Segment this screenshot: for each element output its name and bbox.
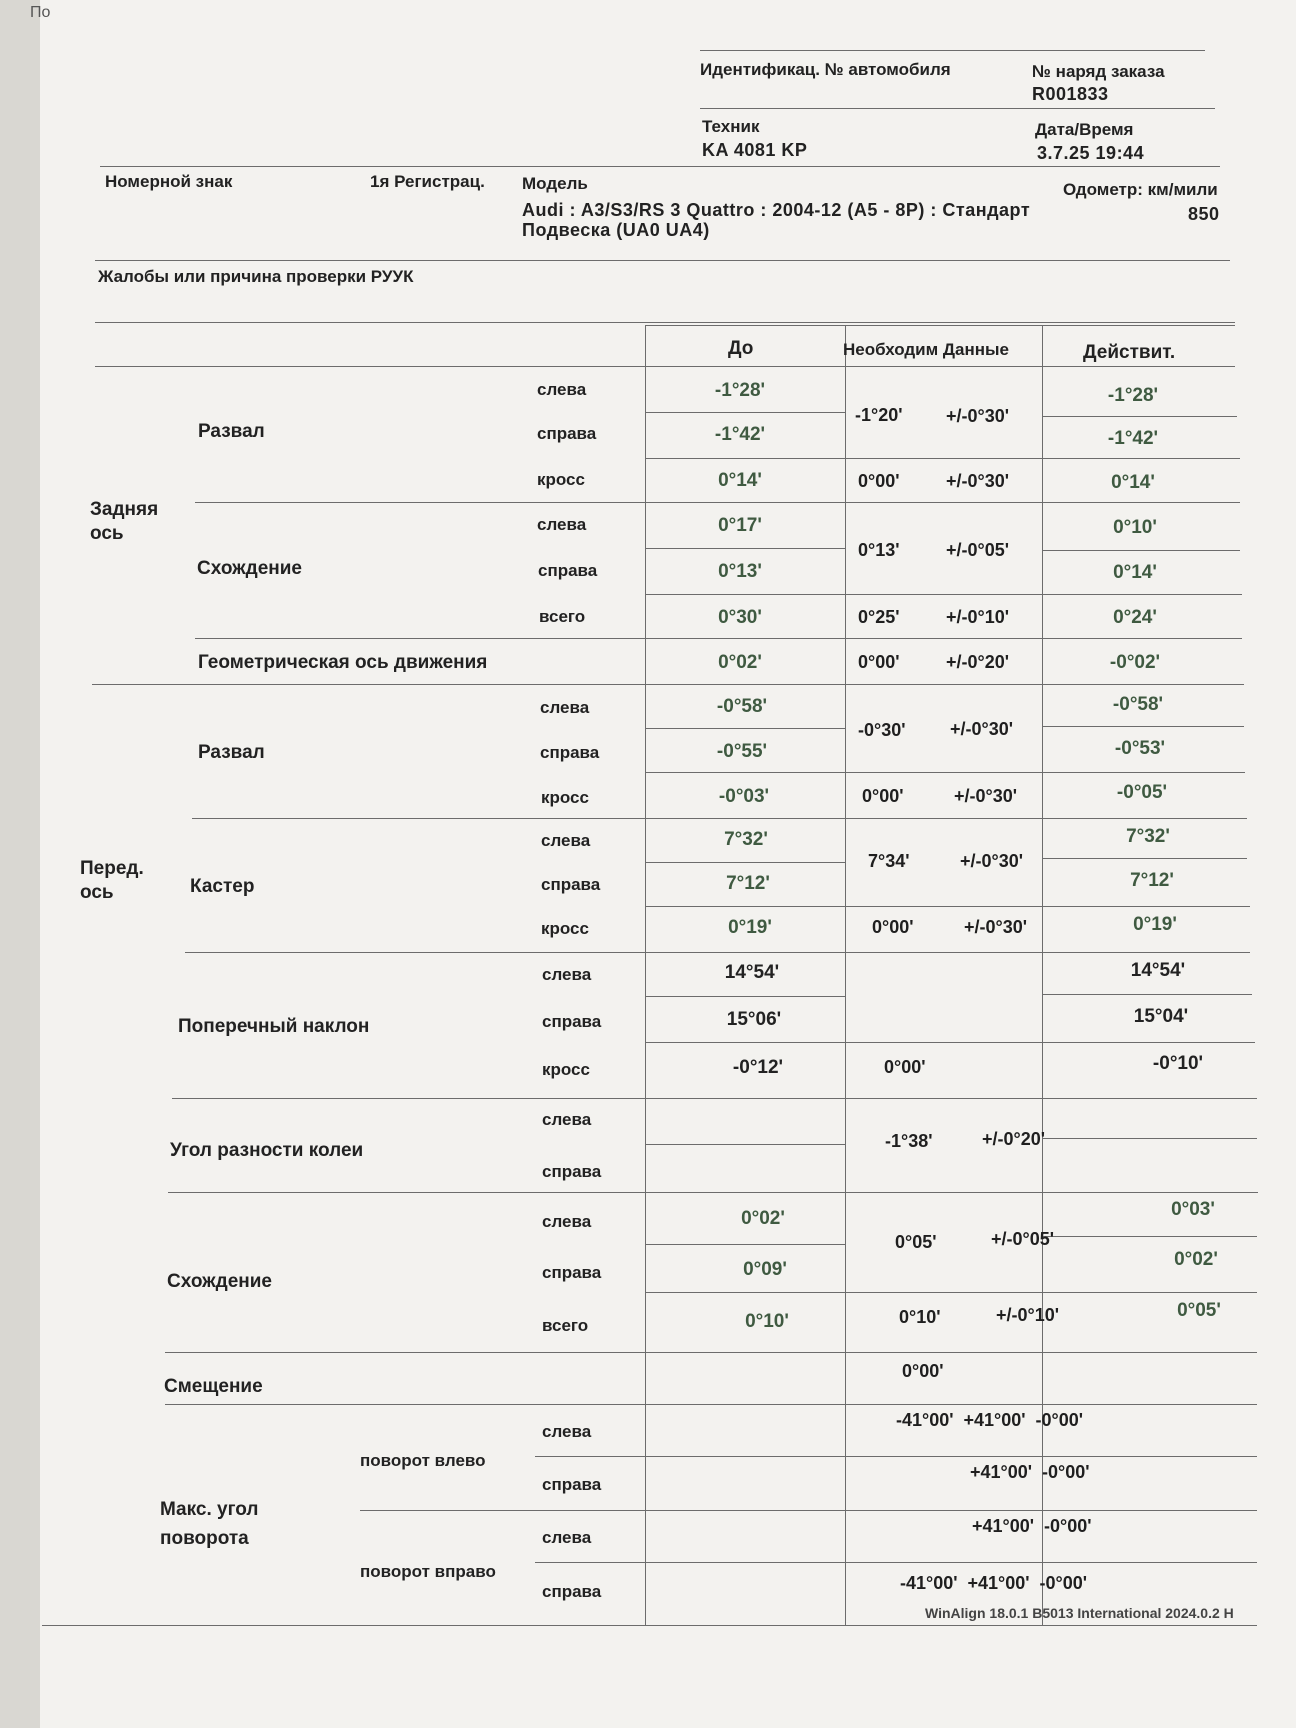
spec-value: -1°38' [885, 1131, 933, 1151]
spec-tolerance: +/-0°30' [946, 406, 1010, 426]
complaint-label: Жалобы или причина проверки РУУК [98, 267, 414, 286]
value-before: 7°32' [724, 829, 768, 850]
value-actual: -1°42' [1107, 428, 1159, 449]
param-front-toe: Схождение [167, 1271, 272, 1292]
side-right: справа [538, 561, 598, 580]
header-rule [700, 50, 1205, 51]
spec-value: -1°20' [855, 405, 903, 425]
spec-turn-values: +41°00' -0°00' [972, 1516, 1092, 1536]
value-actual: 0°24' [1113, 607, 1157, 628]
side-left: слева [540, 698, 590, 717]
spec-value: 0°00' [858, 471, 900, 491]
value-before: 0°10' [745, 1311, 789, 1332]
side-right: справа [542, 1582, 602, 1601]
order-value: R001833 [1032, 84, 1109, 104]
side-total: всего [539, 607, 586, 626]
param-thrust-angle: Геометрическая ось движения [198, 652, 488, 673]
spec-tolerance: +/-0°05' [946, 540, 1010, 560]
value-actual: -0°53' [1114, 738, 1166, 759]
spec-value: 0°00' [858, 652, 900, 672]
tech-label: Техник [702, 117, 760, 136]
date-label: Дата/Время [1035, 120, 1134, 139]
param-rear-toe: Схождение [197, 558, 302, 579]
value-before: 14°54' [724, 962, 780, 983]
row-rule [1042, 994, 1252, 995]
side-left: слева [542, 1528, 592, 1547]
value-before: 0°09' [743, 1259, 787, 1280]
row-rule [645, 1292, 1257, 1293]
spec-tolerance: +/-0°30' [960, 851, 1024, 871]
value-actual: 0°14' [1111, 472, 1155, 493]
row-rule [165, 1404, 1257, 1405]
row-rule [645, 996, 845, 997]
side-right: справа [537, 424, 597, 443]
spec-turn-values: +41°00' -0°00' [970, 1462, 1090, 1482]
side-left: слева [537, 380, 587, 399]
value-before: 0°19' [728, 917, 772, 938]
value-actual: 0°05' [1177, 1300, 1221, 1321]
spec-value: 0°05' [895, 1232, 937, 1252]
side-left: слева [537, 515, 587, 534]
header-rule [95, 260, 1230, 261]
col-header-spec: Необходим Данные [843, 340, 1009, 359]
vin-label: Идентификац. № автомобиля [700, 60, 951, 79]
side-right: справа [542, 1475, 602, 1494]
spec-tolerance: +/-0°05' [991, 1229, 1055, 1249]
header-rule [100, 166, 1220, 167]
row-rule [172, 1098, 1257, 1099]
row-rule [1042, 1236, 1257, 1237]
spec-tolerance: +/-0°30' [954, 786, 1018, 806]
value-before: -0°12' [732, 1057, 784, 1078]
side-right: справа [541, 875, 601, 894]
tech-value: KA 4081 KP [702, 140, 808, 160]
value-before: 0°17' [718, 515, 762, 536]
row-rule [645, 1042, 1255, 1043]
param-sai: Поперечный наклон [178, 1016, 370, 1037]
odometer-label: Одометр: км/мили [1063, 180, 1218, 199]
spec-value: 0°10' [899, 1307, 941, 1327]
date-value: 3.7.25 19:44 [1037, 143, 1145, 163]
spec-turn-values: -41°00' +41°00' -0°00' [900, 1573, 1088, 1593]
param-turn-left: поворот влево [360, 1451, 486, 1470]
side-cross: кросс [542, 1060, 590, 1079]
registration-label: 1я Регистрац. [370, 172, 485, 191]
spec-value: 0°25' [858, 607, 900, 627]
spec-tolerance: +/-0°30' [950, 719, 1014, 739]
row-rule [645, 862, 845, 863]
param-max-turn: Макс. угол поворота [160, 1499, 259, 1549]
section-front-axle: Перед. ось [80, 858, 144, 903]
param-caster: Кастер [190, 876, 255, 897]
value-actual: -0°58' [1112, 694, 1164, 715]
row-rule [1042, 1138, 1257, 1139]
value-before: -1°42' [714, 424, 766, 445]
odometer-value: 850 [1188, 204, 1220, 224]
side-left: слева [542, 1110, 592, 1129]
row-rule [195, 638, 1242, 639]
value-before: 0°02' [741, 1208, 785, 1229]
spec-value: -0°30' [858, 720, 906, 740]
side-left: слева [542, 1212, 592, 1231]
row-rule [645, 458, 1240, 459]
value-actual: 0°14' [1113, 562, 1157, 583]
value-before: -0°03' [718, 786, 770, 807]
row-rule [535, 1562, 1257, 1563]
col-header-actual: Действит. [1083, 342, 1176, 363]
side-cross: кросс [541, 919, 589, 938]
header-rule [95, 322, 1235, 323]
spec-value: 0°13' [858, 540, 900, 560]
value-before: -0°55' [716, 741, 768, 762]
row-rule [195, 502, 1240, 503]
row-rule [1042, 726, 1244, 727]
spec-value: 0°00' [872, 917, 914, 937]
value-before: 0°14' [718, 470, 762, 491]
section-rear-axle: Задняя ось [90, 499, 159, 544]
spec-tolerance: +/-0°30' [946, 471, 1010, 491]
value-actual: 0°03' [1171, 1199, 1215, 1220]
value-actual: 14°54' [1130, 960, 1186, 981]
side-left: слева [542, 1422, 592, 1441]
table-top-rule [645, 325, 1235, 326]
value-actual: 7°32' [1126, 826, 1170, 847]
col-divider-spec [845, 325, 846, 1625]
plate-label: Номерной знак [105, 172, 233, 191]
param-setback: Смещение [164, 1376, 263, 1397]
spec-tolerance: +/-0°20' [982, 1129, 1046, 1149]
table-header-rule [95, 366, 1235, 367]
value-actual: 0°19' [1133, 914, 1177, 935]
header-rule [700, 108, 1215, 109]
software-footer: WinAlign 18.0.1 B5013 International 2024.0.2 H [925, 1605, 1234, 1621]
row-rule [645, 412, 845, 413]
value-before: -1°28' [714, 380, 766, 401]
value-before: 0°02' [718, 652, 762, 673]
param-toe-out: Угол разности колеи [170, 1140, 364, 1161]
row-rule [192, 818, 1247, 819]
value-actual: -0°02' [1109, 652, 1161, 673]
side-cross: кросс [541, 788, 589, 807]
row-rule [1042, 550, 1240, 551]
value-before: 7°12' [726, 873, 770, 894]
value-actual: 15°04' [1133, 1006, 1189, 1027]
value-actual: -0°10' [1152, 1053, 1204, 1074]
col-header-before: До [728, 338, 754, 359]
value-actual: 0°10' [1113, 517, 1157, 538]
spec-turn-values: -41°00' +41°00' -0°00' [896, 1410, 1084, 1430]
param-turn-right: поворот вправо [360, 1562, 496, 1581]
side-right: справа [542, 1263, 602, 1282]
value-before: 0°30' [718, 607, 762, 628]
value-before: -0°58' [716, 696, 768, 717]
row-rule [645, 1244, 845, 1245]
row-rule [645, 1144, 845, 1145]
side-left: слева [541, 831, 591, 850]
row-rule [645, 772, 1245, 773]
model-label: Модель [522, 174, 588, 193]
value-before: 15°06' [726, 1009, 782, 1030]
side-total: всего [542, 1316, 589, 1335]
param-rear-camber: Развал [198, 421, 265, 442]
row-rule [168, 1192, 1258, 1193]
side-left: слева [542, 965, 592, 984]
side-right: справа [540, 743, 600, 762]
spec-tolerance: +/-0°10' [996, 1305, 1060, 1325]
row-rule [165, 1352, 1257, 1353]
value-actual: -0°05' [1116, 782, 1168, 803]
row-rule [1042, 416, 1237, 417]
row-rule [645, 906, 1250, 907]
row-rule [185, 952, 1250, 953]
value-actual: 7°12' [1130, 870, 1174, 891]
spec-tolerance: +/-0°30' [964, 917, 1028, 937]
row-rule [92, 684, 1244, 685]
row-rule [645, 728, 845, 729]
model-line-2: Подвеска (UA0 UA4) [522, 220, 710, 240]
order-label: № наряд заказа [1032, 62, 1165, 81]
side-right: справа [542, 1012, 602, 1031]
spec-tolerance: +/-0°20' [946, 652, 1010, 672]
value-actual: 0°02' [1174, 1249, 1218, 1270]
table-bottom-rule [42, 1625, 1257, 1626]
row-rule [360, 1510, 1257, 1511]
model-line-1: Audi : A3/S3/RS 3 Quattro : 2004-12 (A5 - 8P) : Стандарт [522, 200, 1031, 220]
side-cross: кросс [537, 470, 585, 489]
row-rule [1042, 858, 1247, 859]
spec-value: 7°34' [868, 851, 910, 871]
spec-tolerance: +/-0°10' [946, 607, 1010, 627]
side-right: справа [542, 1162, 602, 1181]
value-actual: -1°28' [1107, 385, 1159, 406]
param-front-camber: Развал [198, 742, 265, 763]
corner-fragment: По [30, 4, 51, 21]
value-before: 0°13' [718, 561, 762, 582]
spec-value: 0°00' [902, 1361, 944, 1381]
row-rule [535, 1456, 1257, 1457]
spec-value: 0°00' [862, 786, 904, 806]
row-rule [645, 594, 1242, 595]
row-rule [645, 548, 845, 549]
spec-value: 0°00' [884, 1057, 926, 1077]
col-divider-before [645, 325, 646, 1625]
